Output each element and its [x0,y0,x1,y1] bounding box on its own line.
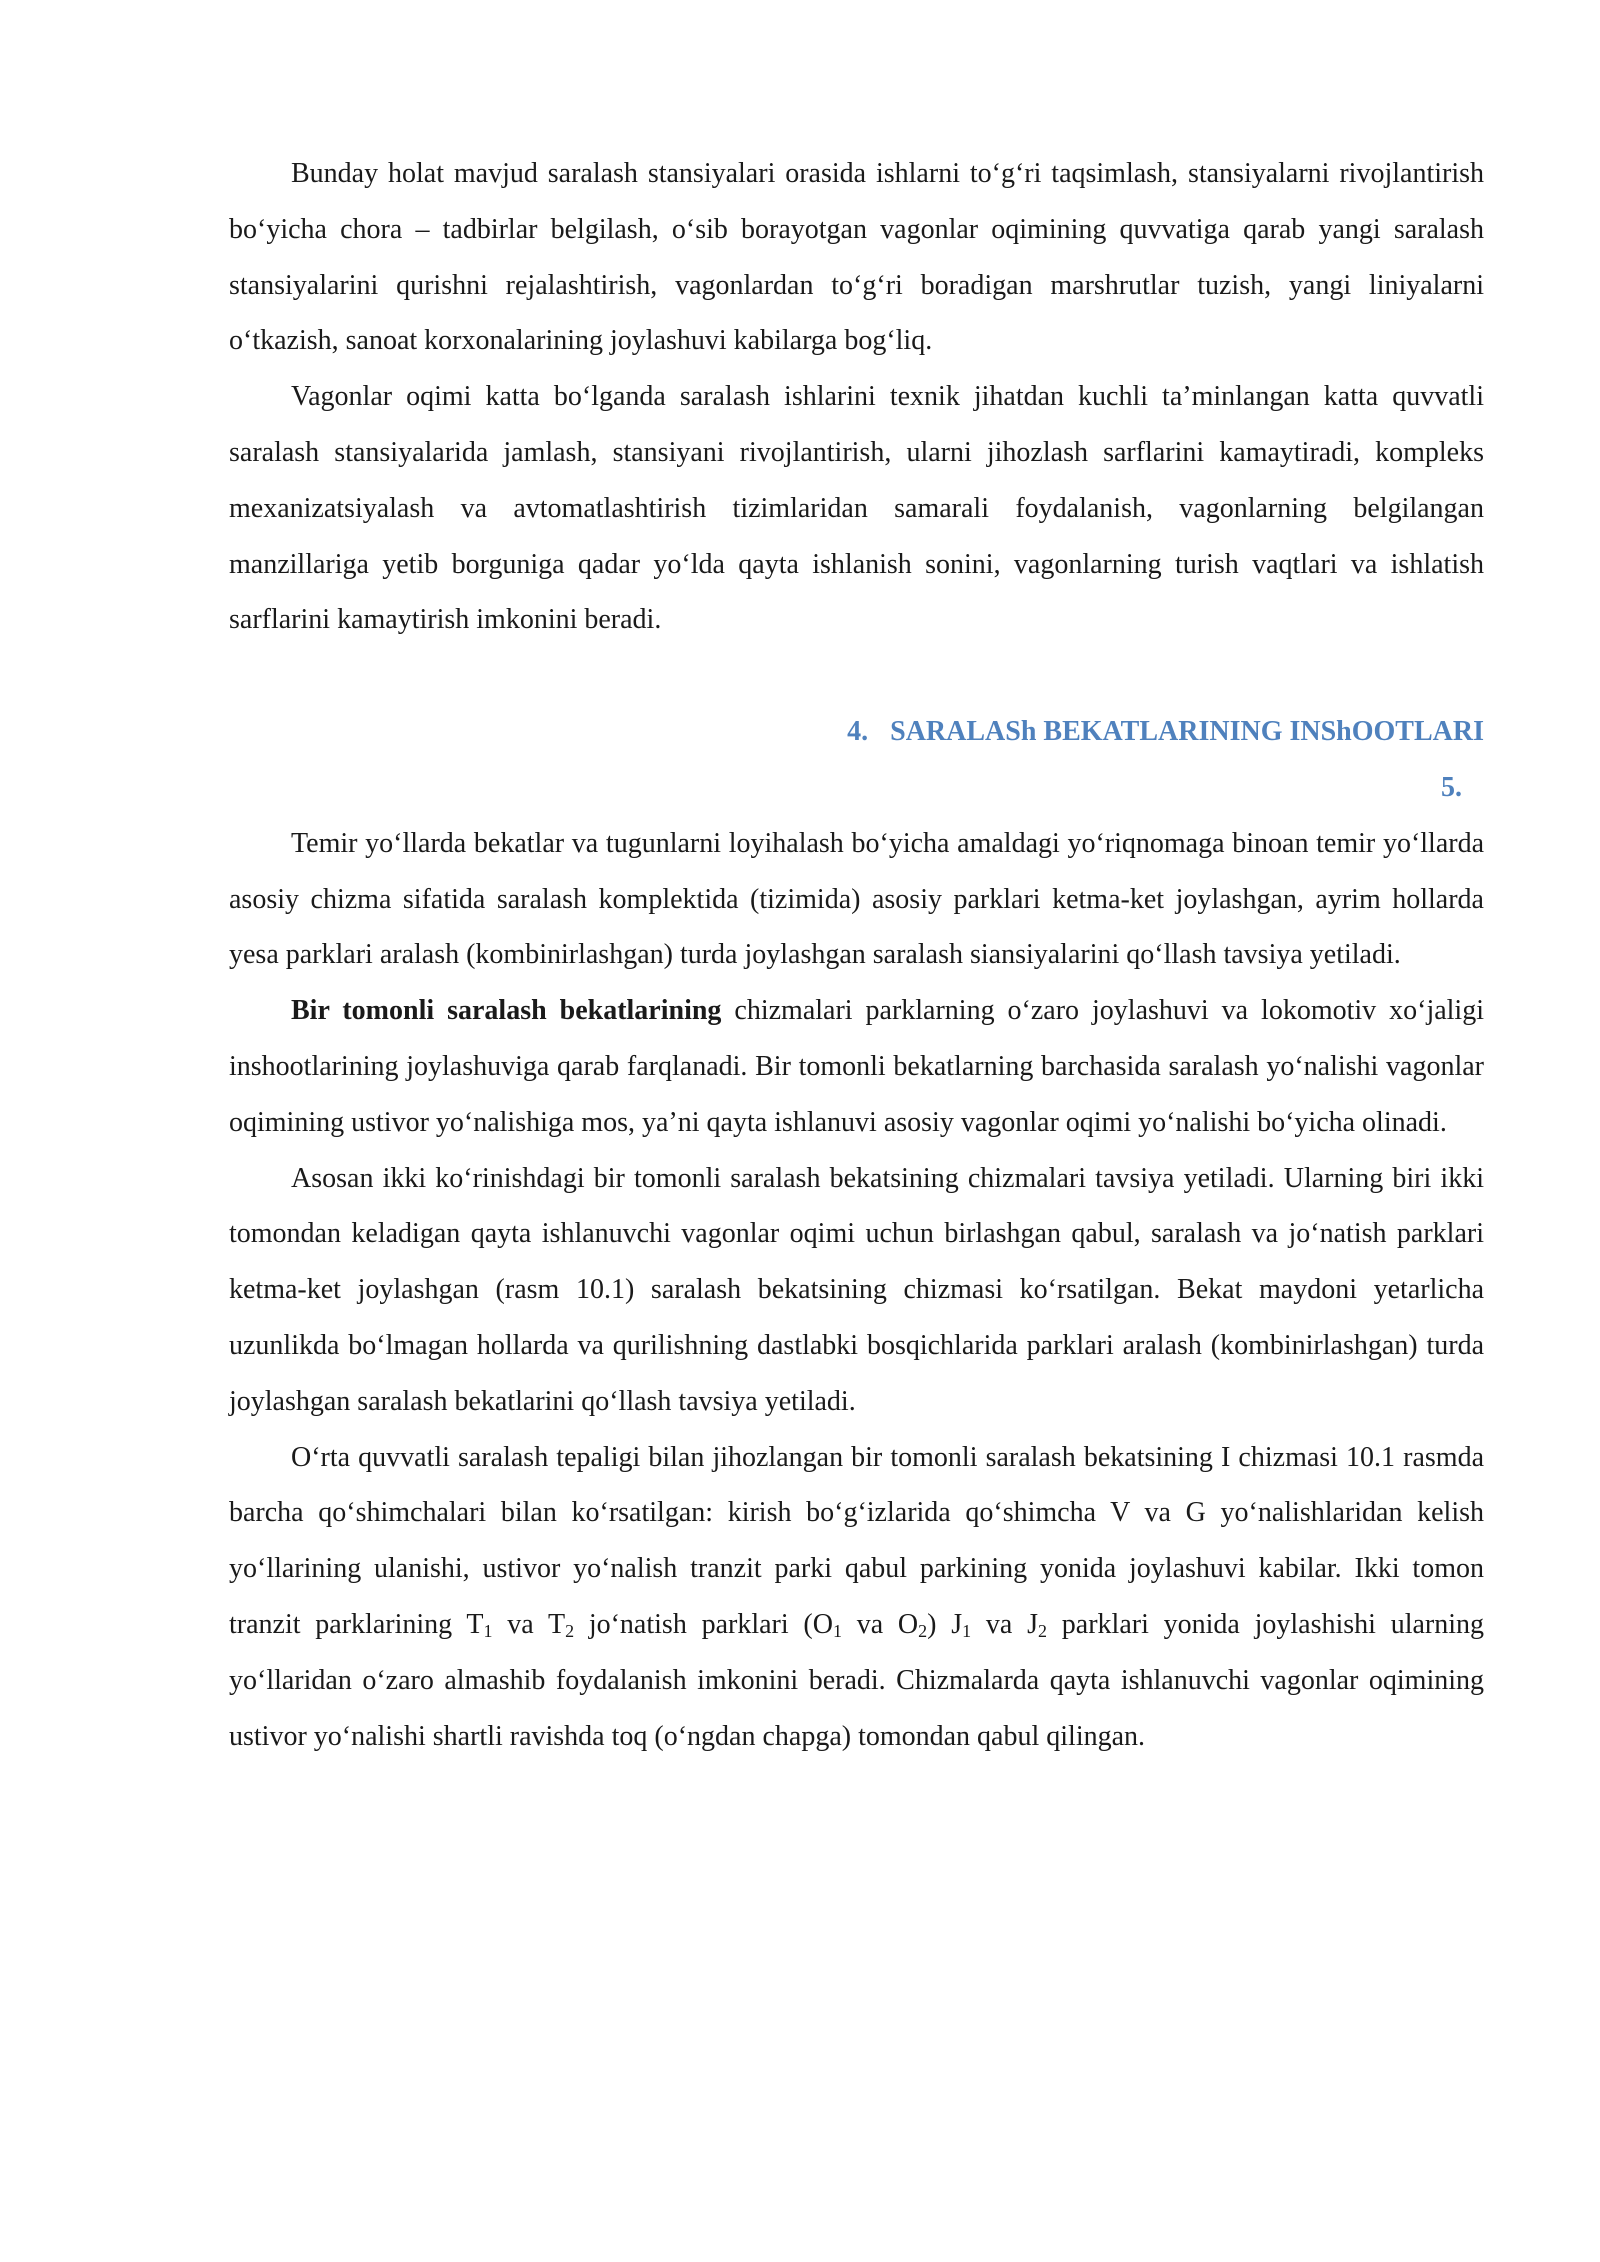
text-run: O‘rta quvvatli saralash tepaligi bilan jihozlangan bir tomonli saralash bekatsining I chizmasi 10.1 rasmda barcha qo‘shimchalari bilan ko‘rsatilgan: kirish bo‘g‘izlarida qo‘shimcha V va G yo‘nalishlaridan kelish yo‘llarining ulanishi, ustivor yo‘nalish tranzit parki qabul parkining yonida joylashuvi kabilar. Ikki tomon tranzit parklarining T [229,1441,1484,1640]
spacer [229,648,1484,704]
bold-lead-term: Bir tomonli saralash bekatlarining [291,995,722,1027]
paragraph-one-sided-stations [229,983,1484,1150]
subscript: 1 [962,1620,972,1641]
text-run: va O [841,1608,919,1640]
paragraph-medium-hump [229,1430,1484,1765]
text-run: va T [492,1608,566,1640]
paragraph-station-distribution: Bunday holat mavjud saralash stansiyalari orasida ishlarni to‘g‘ri taqsimlash, stansiyalarni rivojlantirish bo‘yicha chora – tadbirlar belgilash, o‘sib borayotgan vagonlar oqimining quvvatiga qarab yangi saralash stansiyalarini qurishni rejalashtirish, vagonlardan to‘g‘ri boradigan marshrutlar tuzish, yangi liniyalarni o‘tkazish, sanoat korxonalarining joylashuvi kabilarga bog‘liq. [229,158,1484,357]
text-run: parklari yonida joylashishi ularning yo‘llaridan o‘zaro almashib foydalanish imkonini beradi. Chizmalarda qayta ishlanuvchi vagonlar oqimining ustivor yo‘nalishi shartli ravishda toq (o‘ngdan chapga) tomondan qabul qilingan. [229,1608,1484,1752]
section-number: 4. [847,716,869,748]
subscript: 2 [1038,1620,1048,1641]
text-run: va J [971,1608,1039,1640]
paragraph-wagon-flow: Vagonlar oqimi katta bo‘lganda saralash ishlarini texnik jihatdan kuchli ta’minlangan katta quvvatli saralash stansiyalarida jamlash, stansiyani rivojlantirish, ularni jihozlash sarflarini kamaytiradi, kompleks mexanizatsiyalash va avtomatlashtirish tizimlaridan samarali foydalanish, vagonlarning belgilangan manzillariga yetib borguniga qadar yo‘lda qayta ishlanish sonini, vagonlarning turish vaqtlari va ishlatish sarflarini kamaytirish imkonini beradi. [229,381,1484,636]
section-heading [229,704,1484,760]
text-run: ) J [927,1608,963,1640]
subscript: 1 [483,1620,493,1641]
subscript: 2 [565,1620,575,1641]
paragraph-regulations: Temir yo‘llarda bekatlar va tugunlarni loyihalash bo‘yicha amaldagi yo‘riqnomaga binoan temir yo‘llarda asosiy chizma sifatida saralash komplektida (tizimida) asosiy parklari ketma-ket joylashgan, ayrim hollarda yesa parklari aralash (kombinirlashgan) turda joylashgan saralash siansiyalarini qo‘llash tavsiya yetiladi. [229,827,1484,971]
document-body [229,146,1484,1764]
subscript: 2 [918,1620,928,1641]
section-title: SARALASh BEKATLARINING INShOOTLARI [890,716,1484,748]
subscript: 1 [832,1620,842,1641]
paragraph-text: chizmalari parklarning o‘zaro joylashuvi va lokomotiv xo‘jaligi inshootlarining joylashuviga qarab farqlanadi. Bir tomonli bekatlarning barchasida saralash yo‘nalishi vagonlar oqimining ustivor yo‘nalishiga mos, ya’ni qayta ishlanuvi asosiy vagonlar oqimi yo‘nalishi bo‘yicha olinadi. [229,995,1484,1138]
paragraph-two-schemes: Asosan ikki ko‘rinishdagi bir tomonli saralash bekatsining chizmalari tavsiya yetiladi. Ularning biri ikki tomondan keladigan qayta ishlanuvchi vagonlar oqimi uchun birlashgan qabul, saralash va jo‘natish parklari ketma-ket joylashgan (rasm 10.1) saralash bekatsining chizmasi ko‘rsatilgan. Bekat maydoni yetarlicha uzunlikda bo‘lmagan hollarda va qurilishning dastlabki bosqichlarida parklari aralash (kombinirlashgan) turda joylashgan saralash bekatlarini qo‘llash tavsiya yetiladi. [229,1162,1484,1417]
section-subnumber: 5. [1441,771,1462,803]
text-run: jo‘natish parklari (O [574,1608,833,1640]
